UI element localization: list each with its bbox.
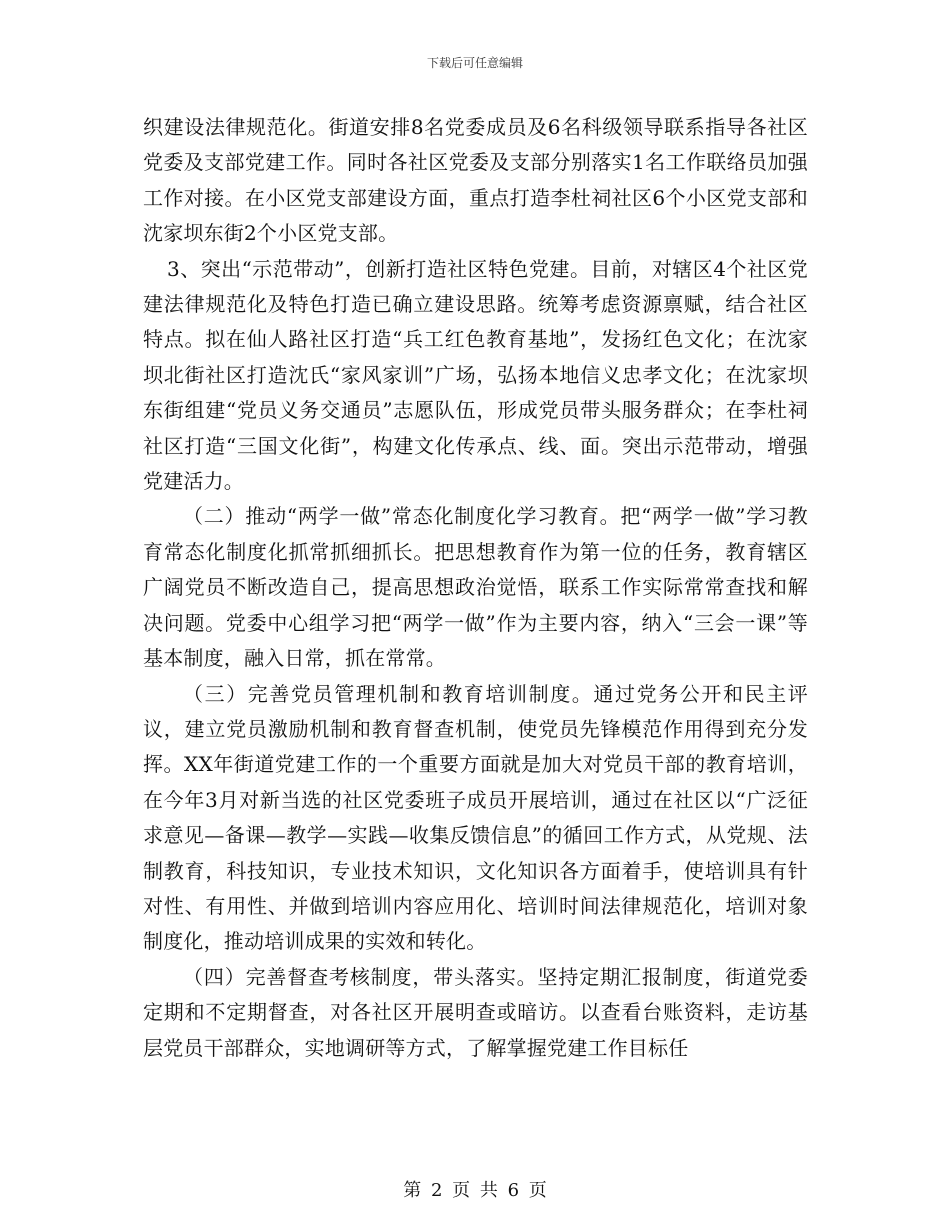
- paragraph-section-two: （二）推动“两学一做”常态化制度化学习教育。把“两学一做”学习教育常态化制度化抓常抓细抓长。把思想教育作为第一位的任务，教育辖区广阔党员不断改造自己，提高思想政治觉悟，联系工作实际常常查找和解决问题。党委中心组学习把“两学一做”作为主要内容，纳入“三会一课”等基本制度，融入日常，抓在常常。: [143, 504, 808, 671]
- page-number: 第 2 页 共 6 页: [403, 1180, 547, 1201]
- paragraph-continuation: 织建设法律规范化。街道安排8名党委成员及6名科级领导联系指导各社区党委及支部党建工作。同时各社区党委及支部分别落实1名工作联络员加强工作对接。在小区党支部建设方面，重点打造李杜祠社区6个小区党支部和沈家坝东街2个小区党支部。: [143, 115, 808, 246]
- paragraph-section-four: （四）完善督查考核制度，带头落实。坚持定期汇报制度，街道党委定期和不定期督查，对各社区开展明查或暗访。以查看台账资料，走访基层党员干部群众，实地调研等方式，了解掌握党建工作目标任: [143, 964, 808, 1060]
- page-header: 下载后可任意编辑: [426, 56, 523, 70]
- document-body: [143, 110, 808, 1066]
- paragraph-section-three: （三）完善党员管理机制和教育培训制度。通过党务公开和民主评议，建立党员激励机制和教育督查机制，使党员先锋模范作用得到充分发挥。XX年街道党建工作的一个重要方面就是加大对党员干部的教育培训，在今年3月对新当选的社区党委班子成员开展培训，通过在社区以“广泛征求意见—备课—教学—实践—收集反馈信息”的循回工作方式，从党规、法制教育，科技知识，专业技术知识，文化知识各方面着手，使培训具有针对性、有用性、并做到培训内容应用化、培训时间法律规范化，培训对象制度化，推动培训成果的实效和转化。: [143, 681, 808, 954]
- paragraph-demonstration: 3、突出“示范带动”，创新打造社区特色党建。目前，对辖区4个社区党建法律规范化及特色打造已确立建设思路。统筹考虑资源禀赋，结合社区特点。拟在仙人路社区打造“兵工红色教育基地”，发扬红色文化；在沈家坝北街社区打造沈氏“家风家训”广场，弘扬本地信义忠孝文化；在沈家坝东街组建“党员义务交通员”志愿队伍，形成党员带头服务群众；在李杜祠社区打造“三国文化街”，构建文化传承点、线、面。突出示范带动，增强党建活力。: [143, 256, 808, 494]
